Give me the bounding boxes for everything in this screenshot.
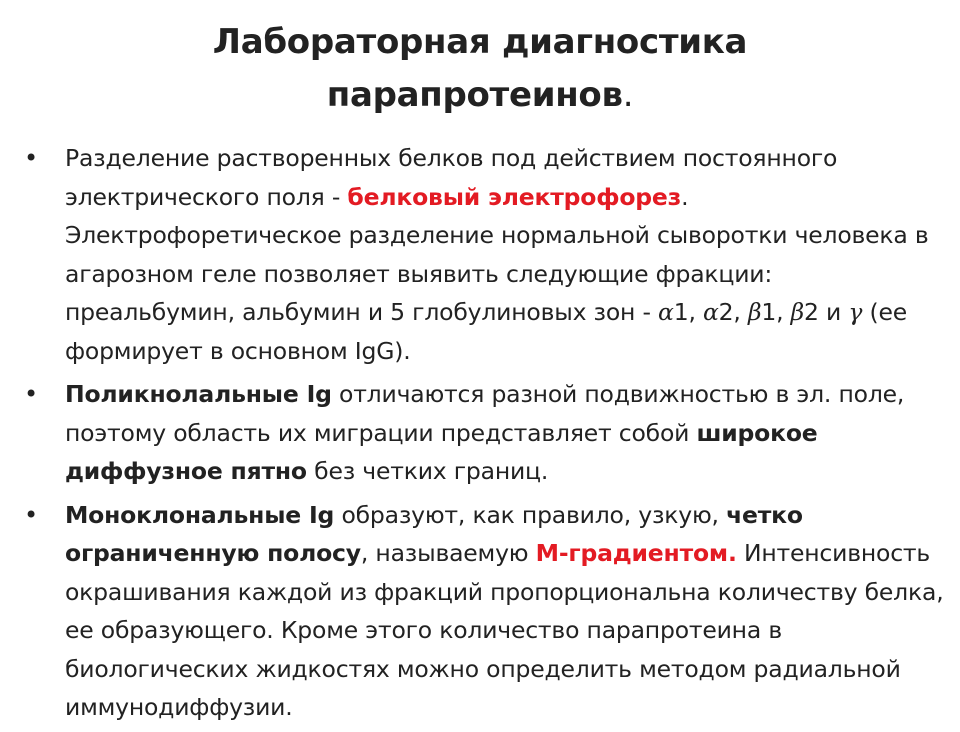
title-line-1: Лабораторная диагностика (212, 22, 748, 62)
bullet-3-highlight: М-градиентом. (535, 539, 737, 567)
title-line-2-text: парапротеинов (326, 75, 623, 115)
alpha-symbol: α (658, 298, 674, 326)
gamma-symbol: γ (848, 298, 863, 326)
bullet-2-text-1: отличаются разной подвижностью в эл. поле, поэтому область их миграции представляет собой (65, 380, 905, 447)
bullet-3-text-2: , называемую (360, 539, 536, 567)
bullet-list (24, 139, 944, 732)
bullet-1-text-3: (ее формирует в основном IgG). (65, 298, 908, 365)
bullet-monoclonal (24, 496, 944, 727)
slide-title (0, 16, 960, 122)
bullet-1-text-1: Разделение растворенных белков под действием постоянного электрического поля - (65, 144, 838, 211)
bullet-2-bold-2: широкое диффузное пятно (65, 418, 818, 485)
bullet-3-text-1: образуют, как правило, узкую, (334, 500, 727, 529)
beta2-number: 2 и (804, 298, 849, 326)
alpha-symbol: α (702, 298, 719, 326)
bullet-2-bold-1: Поликнолальные Ig (65, 380, 332, 408)
alpha2-number: 2, (718, 298, 748, 326)
title-line-2 (0, 69, 960, 122)
bullet-3-bold-2: четко ограниченную полосу (65, 500, 803, 567)
alpha1-number: 1, (673, 298, 703, 326)
beta1-number: 1, (761, 298, 791, 326)
beta-symbol: β (790, 298, 805, 326)
bullet-3-bold-1: Моноклональные Ig (65, 500, 335, 529)
bullet-polyclonal (24, 375, 944, 491)
bullet-2-text-2: без четких границ. (306, 457, 549, 485)
beta-symbol: β (747, 298, 762, 326)
bullet-1-text-2: . Электрофоретическое разделение нормальной сыворотки человека в агарозном геле позволяет выявить следующие фракции: преальбумин, альбумин и 5 глобулиновых зон - (65, 182, 929, 326)
bullet-electrophoresis (24, 139, 944, 370)
title-dot: . (622, 75, 634, 115)
bullet-3-text-3: Интенсивность окрашивания каждой из фракций пропорциональна количеству белка, ее образующего. Кроме этого количество парапротеина в биологических жидкостях можно определить методом радиальной иммунодиффузии. (65, 539, 944, 721)
bullet-1-highlight: белковый электрофорез (347, 182, 682, 211)
